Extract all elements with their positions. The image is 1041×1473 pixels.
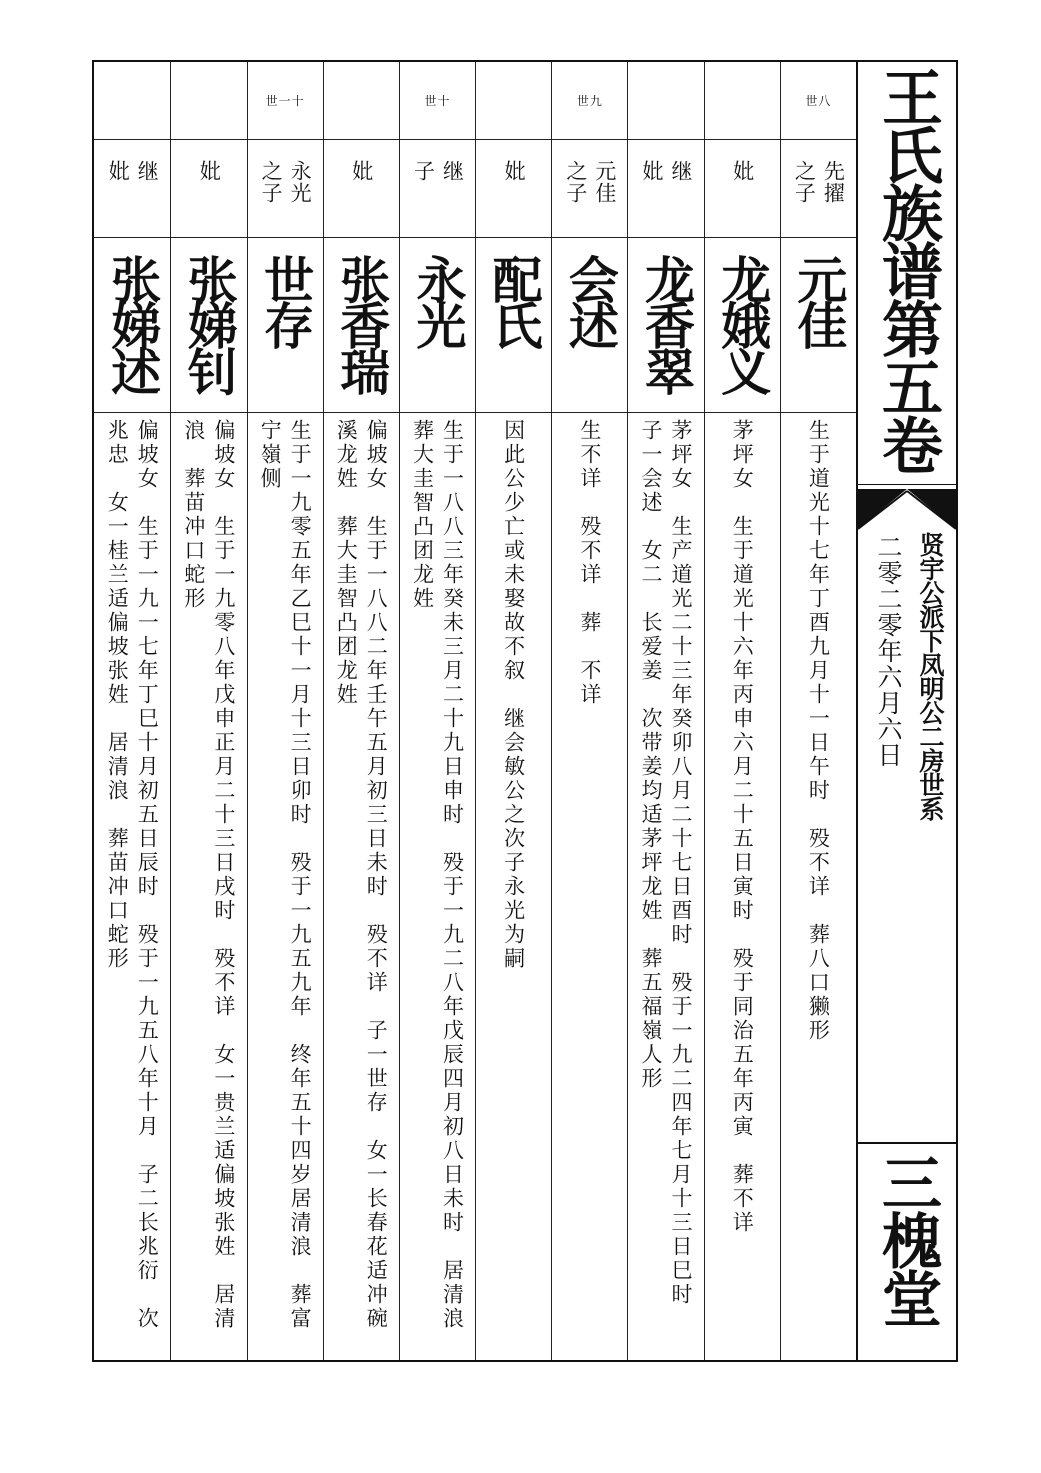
person-name: 永光	[408, 254, 467, 346]
banner-ornament-icon	[858, 485, 956, 533]
person-name: 世存	[256, 254, 315, 346]
genealogy-table	[94, 62, 856, 1360]
entry-column	[704, 62, 780, 1360]
person-name: 龙香翠	[637, 254, 696, 392]
relation-label: 妣	[502, 160, 527, 182]
entry-column	[323, 62, 399, 1360]
person-biography: 因此公少亡或未娶故不叙 继会敏公之次子永光为嗣	[501, 419, 526, 971]
person-biography: 生于一八八三年癸未三月二十九日申时 殁于一九二八年戊辰四月初八日未时 居清浪 葬大圭智凸团龙姓	[410, 419, 465, 1355]
relation-label: 继 妣	[640, 160, 694, 182]
book-title: 王氏族谱第五卷	[872, 66, 943, 472]
person-biography: 偏坡女 生于一八八二年壬午五月初三日未时 殁不详 子一世存 女一长春花适冲碗溪龙姓 葬大圭智凸团龙姓	[334, 419, 389, 1331]
relation-label: 继 子	[411, 160, 465, 182]
person-biography: 生于一九零五年乙巳十一月十三日卯时 殁于一九五九年 终年五十四岁居清浪 葬富宁嶺侧	[258, 419, 313, 1331]
entry-column	[627, 62, 703, 1360]
hall-name: 三槐堂	[872, 1152, 942, 1326]
entry-column	[475, 62, 551, 1360]
generation-label: 世九	[576, 94, 603, 108]
title-panel	[856, 62, 956, 1360]
person-biography: 生不详 殁不详 葬 不详	[577, 419, 602, 707]
person-name: 配氏	[484, 254, 543, 346]
entry-column	[247, 62, 323, 1360]
genealogy-page	[92, 60, 958, 1362]
entry-column	[399, 62, 475, 1360]
entry-column	[551, 62, 627, 1360]
relation-label: 元佳 之子	[563, 160, 617, 204]
person-biography: 偏坡女 生于一九零八年戊申正月二十三日戌时 殁不详 女一贵兰适偏坡张姓 居清浪 葬苗冲口蛇形	[181, 419, 236, 1331]
person-name: 元佳	[789, 254, 848, 346]
person-biography: 茅坪女 生产道光二十三年癸卯八月二十七日酉时 殁于一九二四年七月十三日巳时 子一会述 女二 长爱姜 次带姜均适茅坪龙姓 葬五福嶺人形	[639, 419, 694, 1331]
relation-label: 妣	[197, 160, 222, 182]
person-biography: 偏坡女 生于一九一七年丁巳十月初五日辰时 殁于一九五八年十月 子二长兆衍 次兆忠 女一桂兰适偏坡张姓 居清浪 葬苗冲口蛇形	[105, 419, 160, 1331]
person-name: 张娣述	[103, 254, 162, 392]
generation-label: 世十	[424, 94, 451, 108]
entry-column	[94, 62, 170, 1360]
person-biography: 生于道光十七年丁酉九月十一日午时 殁不详 葬八口獭形	[806, 419, 831, 1043]
lineage-subtitle: 贤宇公派下凤明公二房世系	[916, 532, 945, 820]
relation-label: 妣	[730, 160, 755, 182]
entry-column	[170, 62, 246, 1360]
person-name: 张娣钊	[179, 254, 238, 392]
generation-label: 世一十	[265, 94, 305, 108]
relation-label: 继 妣	[106, 160, 160, 182]
relation-label: 先擢 之子	[792, 160, 846, 204]
relation-label: 永光 之子	[259, 160, 313, 204]
relation-label: 妣	[349, 160, 374, 182]
person-biography: 茅坪女 生于道光十六年丙申六月二十五日寅时 殁于同治五年丙寅 葬不详	[730, 419, 755, 1235]
banner-ornament	[858, 484, 956, 533]
person-name: 会述	[560, 254, 619, 346]
person-name: 张香瑞	[332, 254, 391, 392]
generation-label: 世八	[805, 94, 832, 108]
compile-date: 二零二零年六月六日	[874, 534, 903, 768]
entry-column	[780, 62, 856, 1360]
person-name: 龙娥义	[713, 254, 772, 392]
